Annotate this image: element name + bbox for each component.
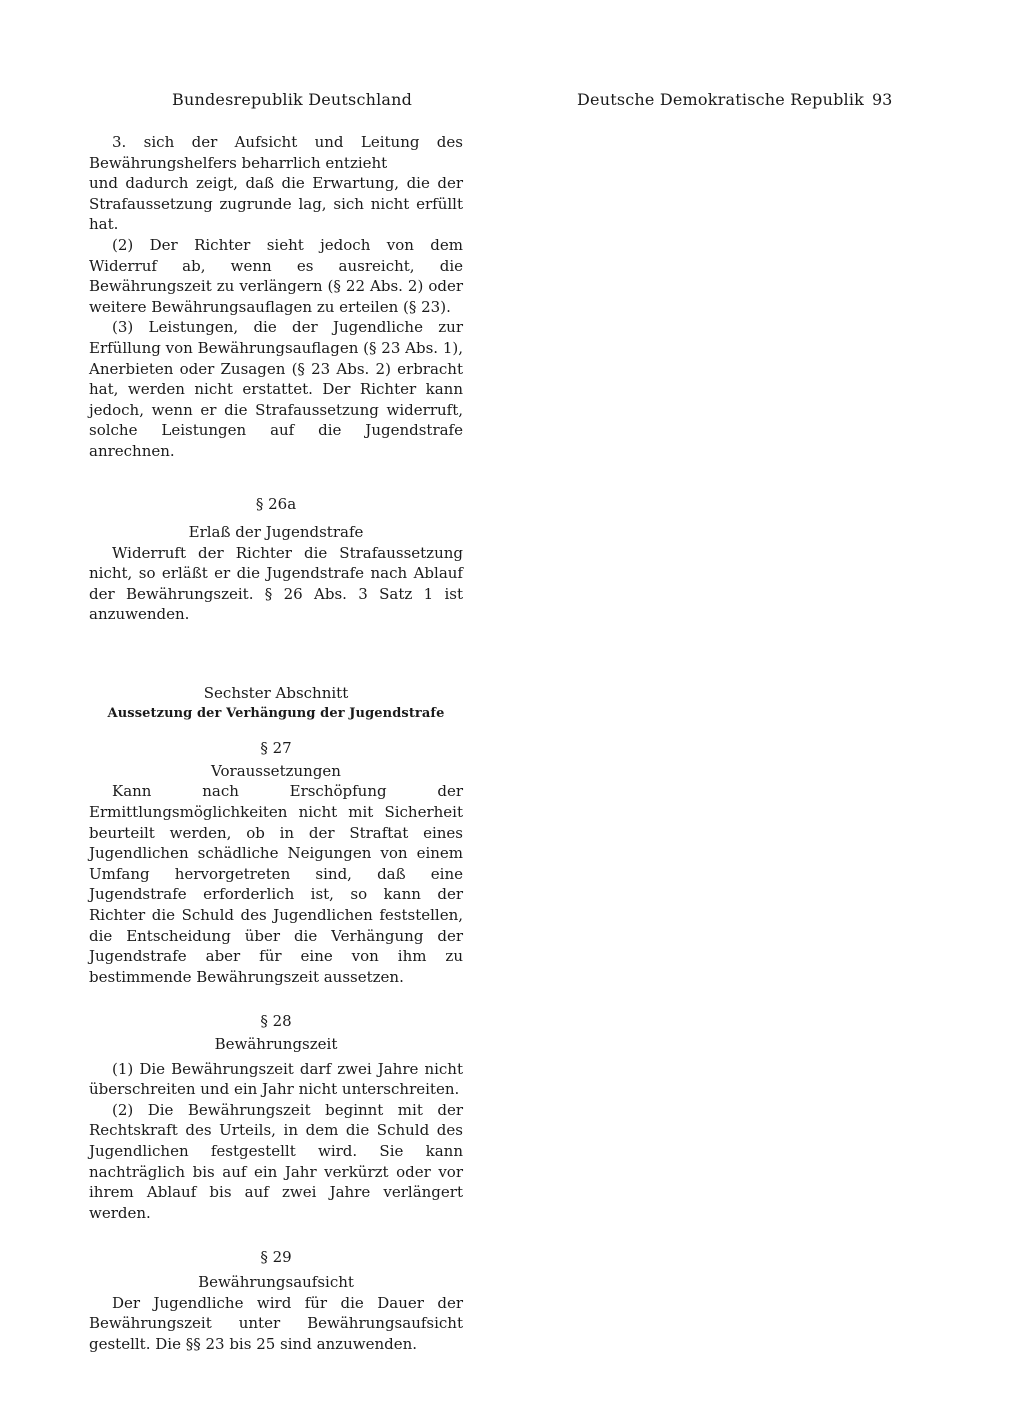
section-26a-title: Erlaß der Jugendstrafe [188, 523, 364, 542]
section-27-text: Kann nach Erschöpfung der Ermittlungsmöglichkeiten nicht mit Sicherheit beurteilt werden, ob in der Straftat eines Jugendlichen schädliche Neigungen von einem Umfang hervorgetreten sind, daß eine Jugendstrafe erforderlich ist, so kann der Richter die Schuld des Jugendlichen feststellen, die Entscheidung über die Verhängung der Jugendstrafe aber für eine von ihm zu bestimmende Bewährungszeit aussetzen. [89, 782, 463, 986]
section-27-sign: § 27 [260, 739, 292, 758]
paragraph-abs-3: (3) Leistungen, die der Jugendliche zur Erfüllung von Bewährungsauflagen (§ 23 Abs. 1), Anerbieten oder Zusagen (§ 23 Abs. 2) erbracht hat, werden nicht erstattet. Der Richter kann jedoch, wenn er die Strafaussetzung widerruft, solche Leistungen auf die Jugendstrafe anrechnen. [89, 318, 463, 460]
section-28-abs-2: (2) Die Bewährungszeit beginnt mit der Rechtskraft des Urteils, in dem die Schuld des Jugendlichen festgestellt wird. Sie kann nachträglich bis auf ein Jahr verkürzt oder vor ihrem Ablauf bis auf zwei Jahre verlängert werden. [89, 1100, 463, 1222]
section-29-sign: § 29 [260, 1248, 292, 1267]
section-26a-sign: § 26a [255, 494, 297, 513]
header-left: Bundesrepublik Deutschland [172, 90, 413, 109]
section-29-title: Bewährungsaufsicht [198, 1272, 354, 1291]
header-right: Deutsche Demokratische Republik [577, 90, 865, 109]
page-number: 93 [872, 90, 893, 109]
section-26a-text: Widerruft der Richter die Strafaussetzung nicht, so erläßt er die Jugendstrafe nach Ablauf der Bewährungszeit. § 26 Abs. 3 Satz 1 ist anzuwenden. [89, 543, 463, 624]
item-3-continuation: und dadurch zeigt, daß die Erwartung, die der Strafaussetzung zugrunde lag, sich nicht erfüllt hat. [89, 174, 463, 234]
chapter-subtitle: Aussetzung der Verhängung der Jugendstrafe [107, 705, 445, 721]
chapter-title: Sechster Abschnitt [203, 684, 349, 703]
left-column [89, 132, 463, 1354]
paragraph-abs-2: (2) Der Richter sieht jedoch von dem Widerruf ab, wenn es ausreicht, die Bewährungszeit zu verlängern (§ 22 Abs. 2) oder weitere Bewährungsauflagen zu erteilen (§ 23). [89, 235, 463, 316]
section-28-title: Bewährungszeit [214, 1034, 338, 1053]
item-3-paragraph: 3. sich der Aufsicht und Leitung des Bewährungshelfers beharrlich entzieht [89, 133, 463, 172]
section-27-title: Voraussetzungen [211, 761, 341, 780]
section-28-abs-1: (1) Die Bewährungszeit darf zwei Jahre nicht überschreiten und ein Jahr nicht unterschreiten. [89, 1059, 463, 1099]
section-29-text: Der Jugendliche wird für die Dauer der Bewährungszeit unter Bewährungsaufsicht gestellt. Die §§ 23 bis 25 sind anzuwenden. [89, 1293, 463, 1353]
section-28-sign: § 28 [260, 1012, 292, 1031]
